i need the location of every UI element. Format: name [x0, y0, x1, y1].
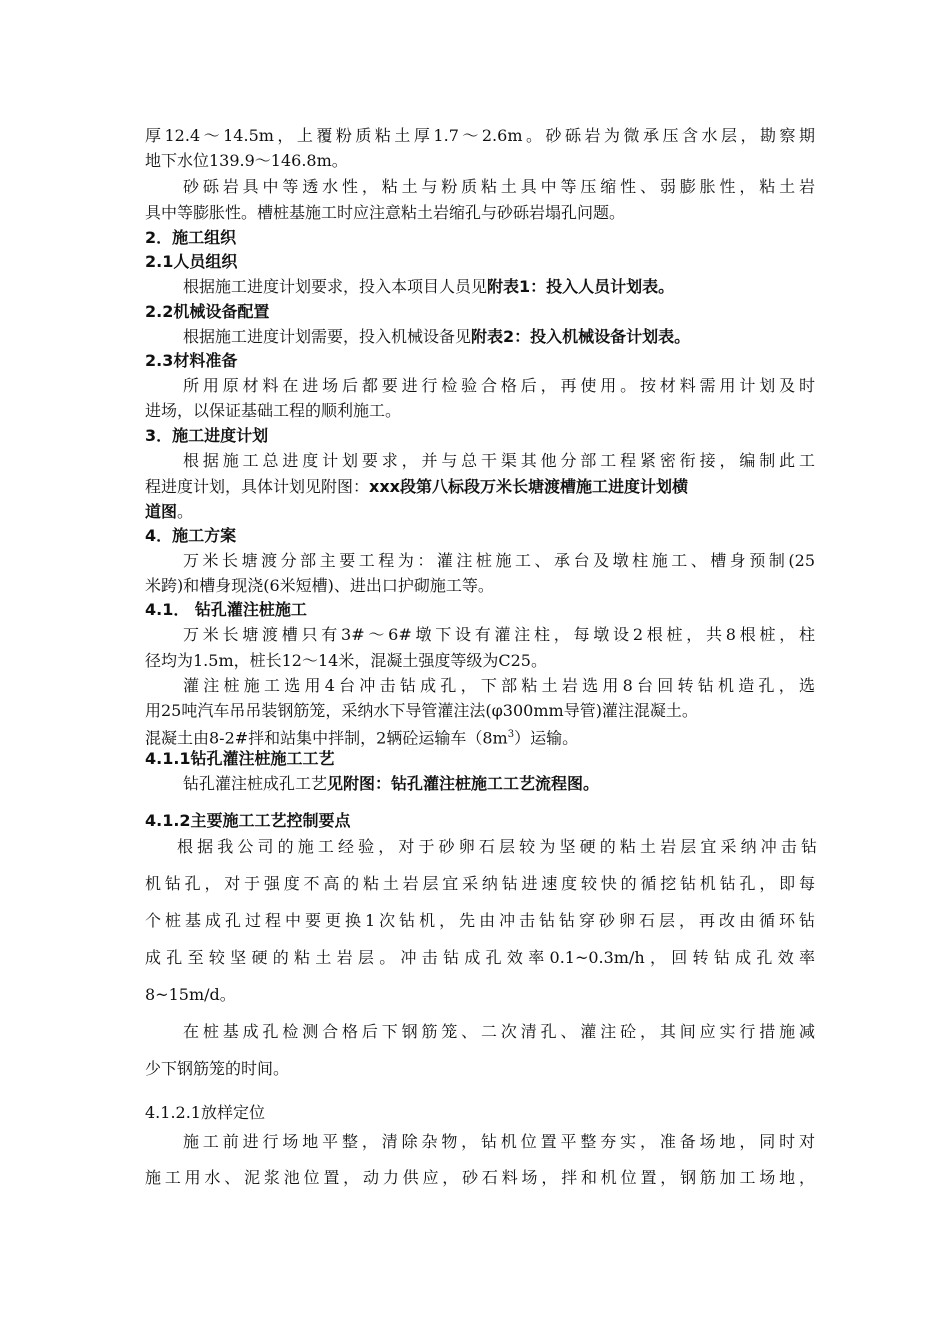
paragraph-text: 钻孔灌注桩成孔工艺 — [183, 774, 328, 793]
subsection-heading: 4.1.2主要施工工艺控制要点 — [145, 811, 351, 830]
paragraph-line — [145, 725, 815, 748]
paragraph-line: 根据施工总进度计划要求，并与总干渠其他分部工程紧密衔接，编制此工 — [183, 451, 815, 470]
paragraph-line: 所用原材料在进场后都要进行检验合格后，再使用。按材料需用计划及时 — [183, 376, 815, 395]
subsection-heading: 2.3材料准备 — [145, 351, 238, 370]
superscript: 3 — [507, 729, 515, 740]
paragraph-line: 万米长塘渡分部主要工程为：灌注桩施工、承台及墩柱施工、槽身预制(25 — [183, 551, 815, 570]
paragraph-line: 进场，以保证基础工程的顺利施工。 — [145, 401, 402, 420]
paragraph-line: 施工前进行场地平整，清除杂物，钻机位置平整夯实，准备场地，同时对 — [183, 1132, 815, 1151]
paragraph-text: ）运输。 — [514, 728, 579, 748]
section-heading: 4．施工方案 — [145, 526, 237, 545]
paragraph-line: 厚12.4～14.5m，上覆粉质粘土厚1.7～2.6m。砂砾岩为微承压含水层，勘察期 — [145, 126, 815, 145]
figure-reference: 见附图：钻孔灌注桩施工工艺流程图。 — [327, 774, 600, 793]
appendix-reference: 附表1：投入人员计划表。 — [487, 277, 675, 296]
paragraph-line — [183, 277, 815, 297]
paragraph-line: 施工用水、泥浆池位置，动力供应，砂石料场，拌和机位置，钢筋加工场地， — [145, 1168, 815, 1187]
paragraph-line — [183, 327, 815, 347]
subsection-heading: 2.1人员组织 — [145, 252, 238, 271]
paragraph-line: 根据我公司的施工经验，对于砂卵石层较为坚硬的粘土岩层宜采纳冲击钻 — [177, 837, 817, 856]
section-heading: 2．施工组织 — [145, 228, 237, 247]
paragraph-line — [145, 477, 815, 497]
appendix-reference: 附表2：投入机械设备计划表。 — [471, 327, 691, 346]
paragraph-line: 地下水位139.9～146.8m。 — [145, 151, 348, 170]
paragraph-line: 在桩基成孔检测合格后下钢筋笼、二次清孔、灌注砼，其间应实行措施减 — [183, 1022, 815, 1041]
figure-reference: xxx段第八标段万米长塘渡槽施工进度计划横 — [369, 477, 688, 496]
paragraph-line: 万米长塘渡槽只有3#～6#墩下设有灌注柱，每墩设2根桩，共8根桩，柱 — [183, 625, 815, 644]
paragraph-line: 用25吨汽车吊吊装钢筋笼，采纳水下导管灌注法(φ300mm导管)灌注混凝土。 — [145, 701, 698, 720]
paragraph-text: 根据施工进度计划要求，投入本项目人员见 — [183, 277, 488, 296]
paragraph-text: 根据施工进度计划需要，投入机械设备见 — [183, 327, 472, 346]
paragraph-text: 混凝土由8-2#拌和站集中拌制，2辆砼运输车（8m — [145, 728, 508, 748]
paragraph-line: 少下钢筋笼的时间。 — [145, 1059, 290, 1078]
paragraph-line — [183, 774, 815, 794]
paragraph-line: 具中等膨胀性。槽桩基施工时应注意粘土岩缩孔与砂砾岩塌孔问题。 — [145, 203, 626, 222]
subsection-heading: 4.1.1钻孔灌注桩施工工艺 — [145, 749, 335, 768]
paragraph-line: 成孔至较坚硬的粘土岩层。冲击钻成孔效率0.1~0.3m/h，回转钻成孔效率 — [145, 948, 815, 967]
section-heading: 3．施工进度计划 — [145, 426, 269, 445]
paragraph-line: 径均为1.5m，桩长12～14米，混凝土强度等级为C25。 — [145, 651, 547, 670]
subsection-heading: 2.2机械设备配置 — [145, 302, 270, 321]
paragraph-text: 。 — [177, 502, 194, 521]
paragraph-line: 砂砾岩具中等透水性，粘土与粉质粘土具中等压缩性、弱膨胀性，粘土岩 — [183, 177, 815, 196]
paragraph-line: 米跨)和槽身现浇(6米短槽)、进出口护砌施工等。 — [145, 576, 494, 595]
paragraph-line: 灌注桩施工选用4台冲击钻成孔，下部粘土岩选用8台回转钻机造孔，选 — [183, 676, 815, 695]
subsection-heading: 4.1． 钻孔灌注桩施工 — [145, 600, 307, 619]
paragraph-line: 机钻孔，对于强度不高的粘土岩层宜采纳钻进速度较快的循挖钻机钻孔，即每 — [145, 874, 815, 893]
figure-reference: 道图 — [145, 502, 178, 521]
paragraph-line: 个桩基成孔过程中要更换1次钻机，先由冲击钻钻穿砂卵石层，再改由循环钻 — [145, 911, 815, 930]
paragraph-line — [145, 502, 815, 522]
paragraph-text: 程进度计划，具体计划见附图： — [145, 477, 370, 496]
subsection-heading: 4.1.2.1放样定位 — [145, 1103, 265, 1122]
paragraph-line: 8~15m/d。 — [145, 985, 236, 1004]
